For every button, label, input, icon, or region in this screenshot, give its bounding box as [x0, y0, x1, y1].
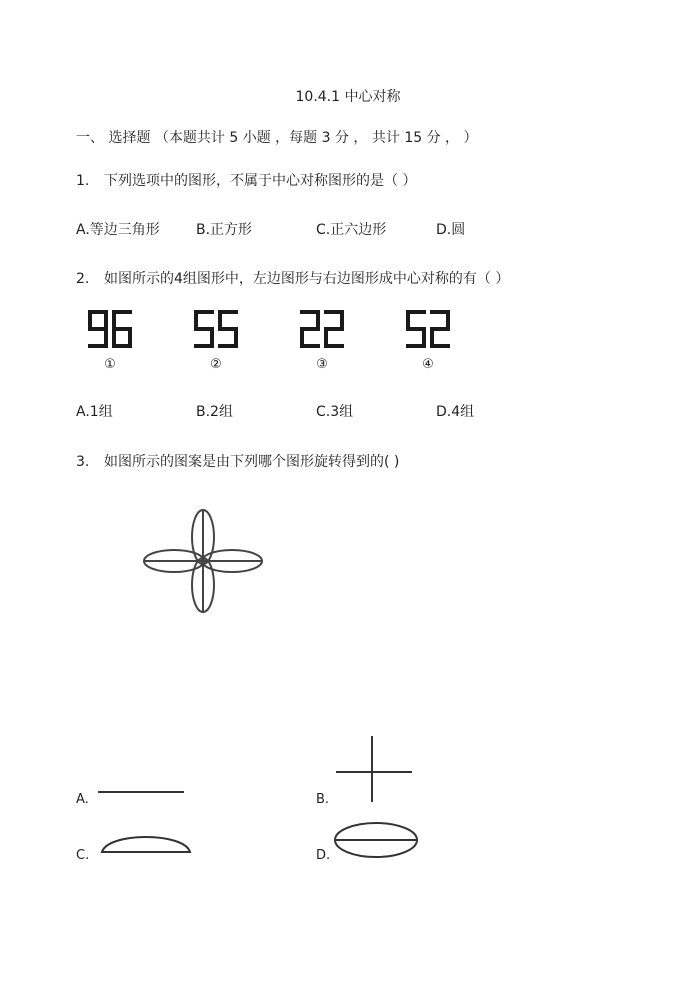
section-heading: 一、 选择题 （本题共计 5 小题 ，每题 3 分 ， 共计 15 分 ， ） [76, 130, 478, 146]
q1-option-c: C.正六边形 [316, 222, 387, 238]
option-b-cross-icon [334, 734, 414, 804]
circled-label-3: ③ [316, 357, 328, 372]
q3-option-a-label: A. [76, 792, 89, 807]
q3-option-b-label: B. [316, 792, 330, 807]
circled-label-2: ② [210, 357, 222, 372]
digit-pair-4 [408, 312, 448, 346]
q3-option-c-label: C. [76, 848, 90, 863]
question-2 [76, 268, 509, 288]
option-a-line-icon [96, 786, 186, 796]
digit-pair-3 [302, 312, 342, 346]
question-text: 如图所示的4组图形中，左边图形与右边图形成中心对称的有（ ） [104, 271, 510, 287]
circled-label-1: ① [104, 357, 116, 372]
flower-pattern-figure [140, 508, 266, 614]
digit-pair-2 [196, 312, 236, 346]
circled-label-4: ④ [422, 357, 434, 372]
q2-option-b: B.2组 [196, 404, 233, 420]
question-number: 3. [76, 454, 90, 470]
digit-pairs-figure [76, 300, 476, 378]
q1-option-b: B.正方形 [196, 222, 253, 238]
question-1 [76, 170, 416, 190]
q2-option-d: D.4组 [436, 404, 475, 420]
q1-option-a: A.等边三角形 [76, 222, 160, 238]
page-title: 10.4.1 中心对称 [295, 89, 401, 105]
option-d-ellipse-icon [332, 820, 420, 860]
question-text: 如图所示的图案是由下列哪个图形旋转得到的( ) [104, 454, 400, 470]
option-c-half-ellipse-icon [98, 826, 194, 856]
q2-option-a: A.1组 [76, 404, 113, 420]
question-text: 下列选项中的图形，不属于中心对称图形的是（ ） [104, 173, 417, 189]
question-number: 1. [76, 173, 90, 189]
question-3 [76, 451, 399, 471]
q2-option-c: C.3组 [316, 404, 354, 420]
digit-pair-1 [90, 312, 130, 346]
q3-option-d-label: D. [316, 848, 331, 863]
question-number: 2. [76, 271, 90, 287]
q1-option-d: D.圆 [436, 222, 466, 238]
